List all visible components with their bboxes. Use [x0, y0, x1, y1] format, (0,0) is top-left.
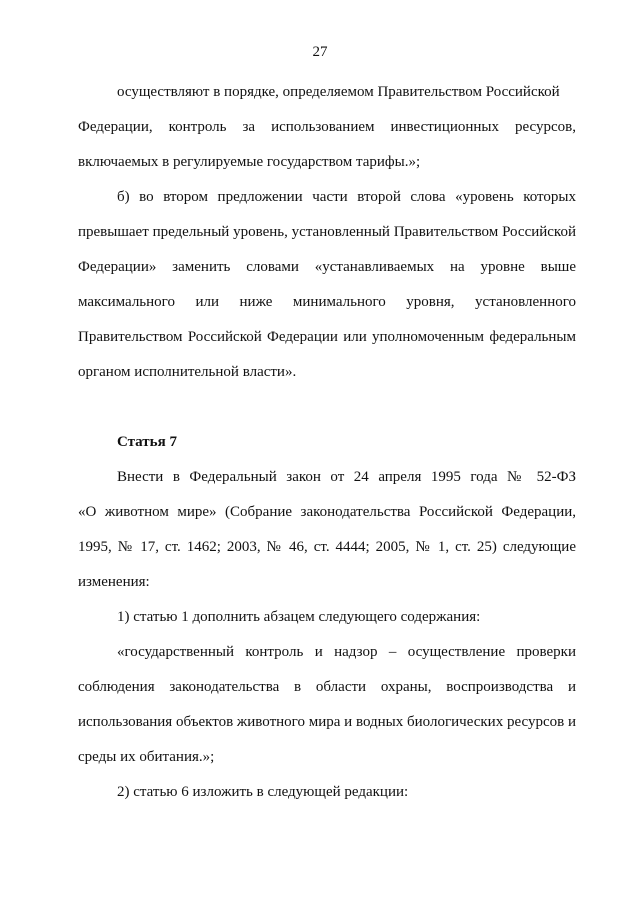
- text-line: 1) статью 1 дополнить абзацем следующего содержания:: [117, 609, 481, 625]
- text-line: 2) статью 6 изложить в следующей редакции:: [117, 784, 409, 800]
- text-line: Федерации, контроль за использованием инвестиционных ресурсов,: [78, 119, 576, 135]
- text-line: «О животном мире» (Собрание законодательства Российской Федерации,: [78, 504, 576, 520]
- text-line: изменения:: [78, 574, 150, 590]
- text-line: превышает предельный уровень, установленный Правительством Российской: [78, 224, 576, 240]
- page-number: 27: [312, 44, 328, 60]
- text-line: максимального или ниже минимального уровня, установленного: [78, 294, 576, 310]
- text-line: 1995, № 17, ст. 1462; 2003, № 46, ст. 4444; 2005, № 1, ст. 25) следующие: [78, 539, 576, 555]
- text-line: органом исполнительной власти».: [78, 364, 297, 380]
- text-line: Внести в Федеральный закон от 24 апреля 1995 года № 52-ФЗ: [117, 469, 576, 485]
- text-line: среды их обитания.»;: [78, 749, 215, 765]
- text-line: б) во втором предложении части второй слова «уровень которых: [117, 189, 576, 205]
- text-line: Федерации» заменить словами «устанавливаемых на уровне выше: [78, 259, 576, 275]
- text-line: осуществляют в порядке, определяемом Правительством Российской: [117, 84, 560, 100]
- text-line: включаемых в регулируемые государством тарифы.»;: [78, 154, 421, 170]
- text-line: использования объектов животного мира и водных биологических ресурсов и: [78, 714, 576, 730]
- text-line: соблюдения законодательства в области охраны, воспроизводства и: [78, 679, 576, 695]
- text-line: «государственный контроль и надзор – осуществление проверки: [117, 644, 576, 660]
- article-heading: Статья 7: [117, 434, 177, 450]
- text-line: Правительством Российской Федерации или уполномоченным федеральным: [78, 329, 576, 345]
